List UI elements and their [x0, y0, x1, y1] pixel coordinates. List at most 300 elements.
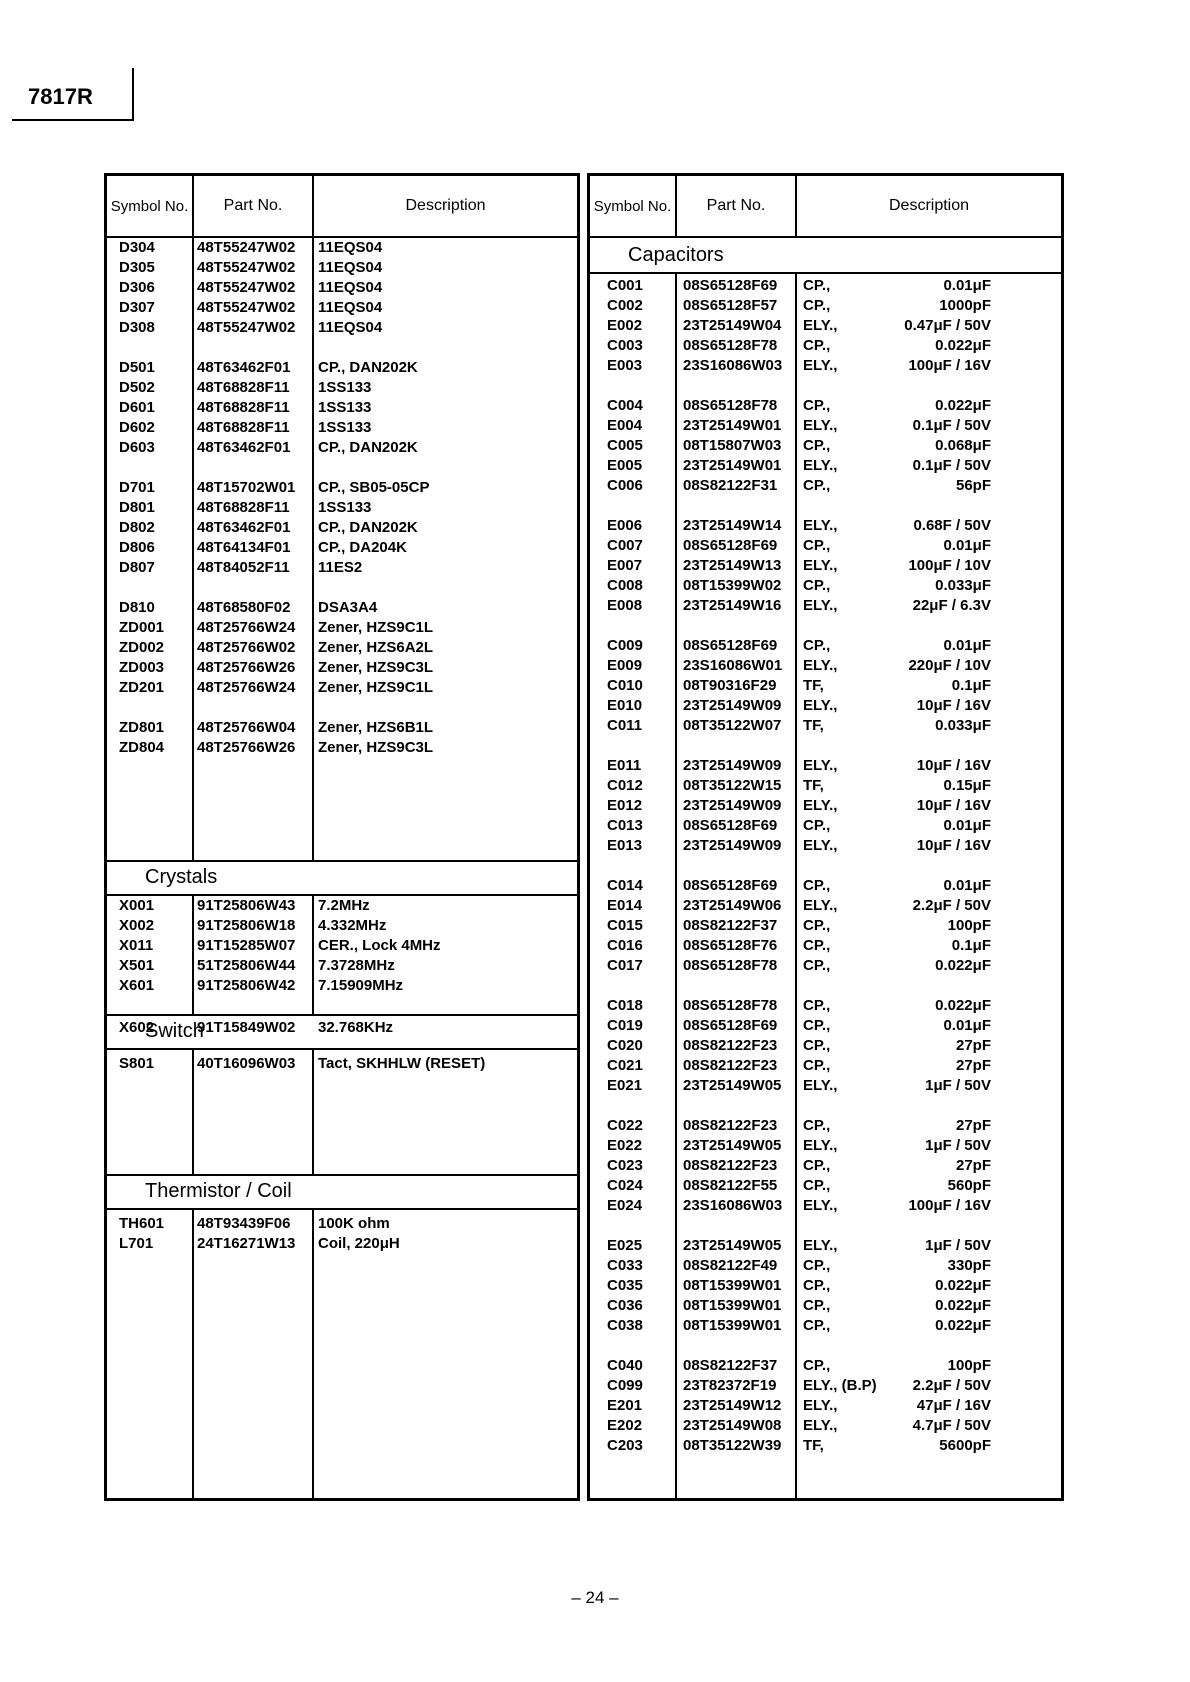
section-title-switch: Switch — [145, 1020, 204, 1042]
symbol-no: X001 — [119, 897, 155, 914]
part-no: 08S82122F31 — [683, 477, 778, 494]
symbol-no: D602 — [119, 419, 155, 436]
table-row — [107, 1234, 577, 1254]
part-no: 23T25149W09 — [683, 837, 782, 854]
capacitor-value: 22μF / 6.3V — [912, 597, 991, 614]
part-no: 08T15399W02 — [683, 577, 782, 594]
capacitor-type: TF, — [803, 677, 824, 694]
table-row — [590, 996, 1061, 1016]
table-row — [107, 896, 577, 916]
table-row — [107, 238, 577, 258]
part-no: 48T84052F11 — [197, 559, 290, 576]
symbol-no: X601 — [119, 977, 155, 994]
model-number: 7817R — [28, 84, 93, 109]
part-no: 48T68828F11 — [197, 379, 290, 396]
symbol-no: C018 — [607, 997, 643, 1014]
capacitor-type: CP., — [803, 997, 831, 1014]
symbol-no: C021 — [607, 1057, 643, 1074]
table-row — [107, 658, 577, 678]
symbol-no: C008 — [607, 577, 643, 594]
symbol-no: D701 — [119, 479, 155, 496]
table-row — [107, 378, 577, 398]
table-row — [590, 696, 1061, 716]
table-row — [590, 536, 1061, 556]
capacitor-type: CP., — [803, 957, 831, 974]
part-no: 48T55247W02 — [197, 259, 296, 276]
section-rule — [107, 1208, 577, 1210]
section-title-thermistor-coil: Thermistor / Coil — [145, 1180, 292, 1202]
table-row — [107, 258, 577, 278]
capacitor-type: ELY., — [803, 557, 838, 574]
capacitor-value: 56pF — [955, 477, 991, 494]
symbol-no: C002 — [607, 297, 643, 314]
symbol-no: C005 — [607, 437, 643, 454]
capacitor-value: 100μF / 16V — [908, 1197, 991, 1214]
table-row — [590, 576, 1061, 596]
capacitor-type: CP., — [803, 1117, 831, 1134]
table-row — [107, 498, 577, 518]
symbol-no: S801 — [119, 1055, 155, 1072]
table-row — [107, 278, 577, 298]
capacitor-type: ELY., (B.P) — [803, 1377, 877, 1394]
table-row — [107, 1018, 577, 1038]
symbol-no: E012 — [607, 797, 643, 814]
table-row — [107, 618, 577, 638]
table-row — [590, 316, 1061, 336]
symbol-no: C007 — [607, 537, 643, 554]
part-no: 23T25149W05 — [683, 1237, 782, 1254]
part-no: 48T63462F01 — [197, 519, 291, 536]
part-no: 48T25766W26 — [197, 659, 296, 676]
symbol-no: E025 — [607, 1237, 643, 1254]
capacitor-type: ELY., — [803, 317, 838, 334]
table-row — [107, 976, 577, 996]
part-no: 48T63462F01 — [197, 439, 291, 456]
part-no: 23T25149W09 — [683, 757, 782, 774]
capacitor-value: 0.47μF / 50V — [904, 317, 991, 334]
symbol-no: C023 — [607, 1157, 643, 1174]
capacitor-value: 330pF — [947, 1257, 991, 1274]
capacitor-value: 0.022μF — [935, 1317, 991, 1334]
capacitor-value: 0.022μF — [935, 1297, 991, 1314]
capacitor-value: 2.2μF / 50V — [912, 1377, 991, 1394]
symbol-no: L701 — [119, 1235, 154, 1252]
capacitor-value: 0.01μF — [943, 277, 991, 294]
part-no: 48T93439F06 — [197, 1215, 291, 1232]
table-row — [590, 836, 1061, 856]
table-row — [590, 556, 1061, 576]
part-no: 24T16271W13 — [197, 1235, 296, 1252]
symbol-no: C011 — [607, 717, 643, 734]
description: 32.768KHz — [318, 1019, 394, 1036]
capacitor-value: 4.7μF / 50V — [912, 1417, 991, 1434]
description: Zener, HZS9C1L — [318, 619, 434, 636]
capacitor-type: CP., — [803, 817, 831, 834]
table-row — [107, 318, 577, 338]
capacitor-value: 5600pF — [939, 1437, 991, 1454]
capacitor-value: 0.033μF — [935, 717, 991, 734]
table-row — [590, 956, 1061, 976]
capacitor-type: CP., — [803, 637, 831, 654]
capacitor-value: 0.033μF — [935, 577, 991, 594]
symbol-no: C203 — [607, 1437, 643, 1454]
section-rule — [590, 272, 1061, 274]
table-row — [590, 776, 1061, 796]
symbol-no: C020 — [607, 1037, 643, 1054]
symbol-no: D501 — [119, 359, 155, 376]
symbol-no: E014 — [607, 897, 643, 914]
table-row — [107, 298, 577, 318]
part-no: 08S82122F37 — [683, 1357, 778, 1374]
part-no: 91T25806W43 — [197, 897, 296, 914]
table-row — [590, 1136, 1061, 1156]
description: 11EQS04 — [318, 299, 383, 316]
table-row — [590, 416, 1061, 436]
capacitor-type: CP., — [803, 1177, 831, 1194]
part-no: 08S65128F76 — [683, 937, 778, 954]
symbol-no: D801 — [119, 499, 155, 516]
symbol-no: X501 — [119, 957, 155, 974]
capacitor-value: 0.01μF — [943, 1017, 991, 1034]
header-part-no: Part No. — [706, 197, 766, 214]
table-row — [107, 398, 577, 418]
table-row — [107, 916, 577, 936]
part-no: 08T35122W39 — [683, 1437, 782, 1454]
capacitor-value: 0.01μF — [943, 537, 991, 554]
symbol-no: D810 — [119, 599, 155, 616]
part-no: 08S65128F69 — [683, 1017, 778, 1034]
description: 7.15909MHz — [318, 977, 404, 994]
model-underline — [12, 119, 134, 121]
symbol-no: D308 — [119, 319, 155, 336]
part-no: 08S65128F69 — [683, 877, 778, 894]
table-row — [590, 596, 1061, 616]
symbol-no: E022 — [607, 1137, 643, 1154]
capacitor-type: CP., — [803, 277, 831, 294]
part-no: 48T68828F11 — [197, 419, 290, 436]
symbol-no: C016 — [607, 937, 643, 954]
capacitor-value: 27pF — [955, 1157, 991, 1174]
capacitor-value: 0.68F / 50V — [913, 517, 991, 534]
capacitor-value: 220μF / 10V — [908, 657, 991, 674]
table-row — [590, 876, 1061, 896]
part-no: 23S16086W03 — [683, 1197, 783, 1214]
part-no: 23T25149W05 — [683, 1137, 782, 1154]
capacitor-type: CP., — [803, 1297, 831, 1314]
symbol-no: E013 — [607, 837, 643, 854]
description: CP., DAN202K — [318, 439, 418, 456]
capacitor-type: TF, — [803, 717, 824, 734]
capacitor-value: 10μF / 16V — [916, 837, 991, 854]
symbol-no: C003 — [607, 337, 643, 354]
symbol-no: D306 — [119, 279, 155, 296]
capacitor-value: 0.1μF / 50V — [912, 457, 991, 474]
table-row — [590, 716, 1061, 736]
part-no: 23T25149W01 — [683, 417, 782, 434]
capacitor-type: CP., — [803, 1157, 831, 1174]
table-row — [590, 816, 1061, 836]
table-row — [107, 558, 577, 578]
capacitor-type: TF, — [803, 1437, 824, 1454]
capacitor-value: 0.1μF / 50V — [912, 417, 991, 434]
table-row — [590, 436, 1061, 456]
capacitor-value: 10μF / 16V — [916, 797, 991, 814]
table-row — [107, 358, 577, 378]
symbol-no: D603 — [119, 439, 155, 456]
part-no: 51T25806W44 — [197, 957, 296, 974]
capacitor-value: 560pF — [947, 1177, 991, 1194]
header-symbol: Symbol No. — [593, 197, 672, 215]
symbol-no: D807 — [119, 559, 155, 576]
symbol-no: ZD001 — [119, 619, 165, 636]
capacitor-type: CP., — [803, 477, 831, 494]
table-row — [107, 478, 577, 498]
capacitor-value: 1000pF — [939, 297, 991, 314]
left-parts-table — [104, 173, 580, 1501]
capacitor-value: 100pF — [947, 917, 991, 934]
symbol-no: E008 — [607, 597, 643, 614]
right-parts-table — [587, 173, 1064, 1501]
description: 11EQS04 — [318, 259, 383, 276]
symbol-no: E007 — [607, 557, 643, 574]
description: 11ES2 — [318, 559, 363, 576]
capacitor-type: ELY., — [803, 1417, 838, 1434]
symbol-no: E201 — [607, 1397, 643, 1414]
description: Zener, HZS9C1L — [318, 679, 434, 696]
table-row — [590, 676, 1061, 696]
capacitor-type: ELY., — [803, 1397, 838, 1414]
capacitor-type: ELY., — [803, 1237, 838, 1254]
capacitor-type: TF, — [803, 777, 824, 794]
description: 7.3728MHz — [318, 957, 395, 974]
symbol-no: D307 — [119, 299, 155, 316]
part-no: 08S82122F55 — [683, 1177, 778, 1194]
part-no: 23T25149W08 — [683, 1417, 782, 1434]
part-no: 91T15849W02 — [197, 1019, 296, 1036]
symbol-no: X011 — [119, 937, 154, 954]
table-row — [590, 1056, 1061, 1076]
part-no: 48T15702W01 — [197, 479, 296, 496]
part-no: 08S65128F78 — [683, 957, 778, 974]
description: 11EQS04 — [318, 319, 383, 336]
part-no: 91T25806W42 — [197, 977, 296, 994]
table-row — [590, 276, 1061, 296]
capacitor-value: 0.01μF — [943, 877, 991, 894]
table-row — [590, 1376, 1061, 1396]
table-row — [107, 598, 577, 618]
table-row — [590, 896, 1061, 916]
symbol-no: E006 — [607, 517, 643, 534]
capacitor-value: 0.022μF — [935, 397, 991, 414]
part-no: 08S82122F49 — [683, 1257, 778, 1274]
part-no: 23T25149W16 — [683, 597, 782, 614]
capacitor-type: ELY., — [803, 797, 838, 814]
capacitor-value: 47μF / 16V — [916, 1397, 991, 1414]
table-row — [590, 796, 1061, 816]
table-row — [590, 1276, 1061, 1296]
part-no: 08S82122F23 — [683, 1117, 778, 1134]
model-divider — [132, 68, 134, 120]
capacitor-value: 100pF — [947, 1357, 991, 1374]
part-no: 08S65128F78 — [683, 397, 778, 414]
capacitor-type: CP., — [803, 537, 831, 554]
table-row — [590, 1196, 1061, 1216]
table-row — [107, 678, 577, 698]
symbol-no: C004 — [607, 397, 643, 414]
symbol-no: C019 — [607, 1017, 643, 1034]
symbol-no: X602 — [119, 1019, 155, 1036]
symbol-no: C015 — [607, 917, 643, 934]
part-no: 23S16086W03 — [683, 357, 783, 374]
capacitor-value: 100μF / 16V — [908, 357, 991, 374]
part-no: 08T15399W01 — [683, 1297, 782, 1314]
part-no: 08S65128F78 — [683, 997, 778, 1014]
capacitor-type: CP., — [803, 1357, 831, 1374]
symbol-no: ZD804 — [119, 739, 165, 756]
description: Zener, HZS6B1L — [318, 719, 434, 736]
part-no: 48T55247W02 — [197, 299, 296, 316]
section-title-crystals: Crystals — [145, 866, 218, 888]
capacitor-type: CP., — [803, 937, 831, 954]
table-row — [590, 336, 1061, 356]
part-no: 48T68828F11 — [197, 399, 290, 416]
capacitor-value: 0.022μF — [935, 1277, 991, 1294]
capacitor-type: CP., — [803, 577, 831, 594]
capacitor-value: 0.022μF — [935, 997, 991, 1014]
part-no: 48T63462F01 — [197, 359, 291, 376]
part-no: 08S82122F23 — [683, 1157, 778, 1174]
description: Tact, SKHHLW (RESET) — [318, 1055, 486, 1072]
table-row — [107, 418, 577, 438]
table-row — [590, 356, 1061, 376]
symbol-no: ZD003 — [119, 659, 165, 676]
symbol-no: C040 — [607, 1357, 643, 1374]
part-no: 23T25149W09 — [683, 797, 782, 814]
capacitor-type: CP., — [803, 1037, 831, 1054]
part-no: 48T68828F11 — [197, 499, 290, 516]
part-no: 08T15399W01 — [683, 1317, 782, 1334]
part-no: 08S65128F57 — [683, 297, 778, 314]
part-no: 08T15399W01 — [683, 1277, 782, 1294]
description: 11EQS04 — [318, 239, 383, 256]
part-no: 08S65128F69 — [683, 537, 778, 554]
part-no: 23T25149W04 — [683, 317, 782, 334]
symbol-no: C006 — [607, 477, 643, 494]
description: 7.2MHz — [318, 897, 370, 914]
description: 1SS133 — [318, 399, 372, 416]
part-no: 40T16096W03 — [197, 1055, 296, 1072]
table-row — [590, 916, 1061, 936]
symbol-no: C001 — [607, 277, 643, 294]
part-no: 08S65128F69 — [683, 817, 778, 834]
symbol-no: E003 — [607, 357, 643, 374]
symbol-no: X002 — [119, 917, 155, 934]
table-row — [590, 1116, 1061, 1136]
part-no: 23T25149W06 — [683, 897, 782, 914]
description: CP., DA204K — [318, 539, 407, 556]
capacitor-type: ELY., — [803, 357, 838, 374]
table-row — [590, 1396, 1061, 1416]
symbol-no: D601 — [119, 399, 155, 416]
capacitor-type: ELY., — [803, 1137, 838, 1154]
capacitor-value: 0.1μF — [951, 677, 991, 694]
table-row — [107, 1054, 577, 1074]
description: Zener, HZS6A2L — [318, 639, 434, 656]
symbol-no: D806 — [119, 539, 155, 556]
part-no: 23T25149W01 — [683, 457, 782, 474]
symbol-no: C035 — [607, 1277, 643, 1294]
part-no: 23T82372F19 — [683, 1377, 777, 1394]
symbol-no: C012 — [607, 777, 643, 794]
description: Zener, HZS9C3L — [318, 739, 434, 756]
description: DSA3A4 — [318, 599, 378, 616]
capacitor-type: CP., — [803, 1257, 831, 1274]
capacitor-value: 0.01μF — [943, 817, 991, 834]
table-row — [590, 1436, 1061, 1456]
table-row — [590, 936, 1061, 956]
part-no: 48T25766W26 — [197, 739, 296, 756]
symbol-no: C014 — [607, 877, 643, 894]
capacitor-value: 0.01μF — [943, 637, 991, 654]
part-no: 23T25149W13 — [683, 557, 782, 574]
table-row — [590, 656, 1061, 676]
symbol-no: E011 — [607, 757, 642, 774]
table-row — [107, 956, 577, 976]
header-symbol: Symbol No. — [110, 197, 189, 215]
part-no: 08S65128F78 — [683, 337, 778, 354]
capacitor-type: CP., — [803, 877, 831, 894]
table-row — [590, 1356, 1061, 1376]
part-no: 23T25149W12 — [683, 1397, 782, 1414]
symbol-no: D802 — [119, 519, 155, 536]
part-no: 23T25149W14 — [683, 517, 782, 534]
part-no: 08S82122F23 — [683, 1057, 778, 1074]
capacitor-value: 2.2μF / 50V — [912, 897, 991, 914]
capacitor-type: CP., — [803, 437, 831, 454]
capacitor-type: CP., — [803, 1057, 831, 1074]
header-description: Description — [405, 197, 486, 214]
part-no: 08S82122F37 — [683, 917, 778, 934]
symbol-no: C013 — [607, 817, 643, 834]
symbol-no: C009 — [607, 637, 643, 654]
part-no: 48T25766W04 — [197, 719, 296, 736]
part-no: 48T25766W02 — [197, 639, 296, 656]
capacitor-type: ELY., — [803, 897, 838, 914]
table-row — [590, 636, 1061, 656]
capacitor-type: ELY., — [803, 1197, 838, 1214]
symbol-no: ZD201 — [119, 679, 165, 696]
symbol-no: E202 — [607, 1417, 643, 1434]
symbol-no: ZD002 — [119, 639, 165, 656]
part-no: 23T25149W05 — [683, 1077, 782, 1094]
symbol-no: D502 — [119, 379, 155, 396]
capacitor-value: 10μF / 16V — [916, 757, 991, 774]
description: CP., SB05-05CP — [318, 479, 430, 496]
part-no: 08S82122F23 — [683, 1037, 778, 1054]
part-no: 08S65128F69 — [683, 637, 778, 654]
table-row — [590, 1236, 1061, 1256]
symbol-no: ZD801 — [119, 719, 165, 736]
part-no: 91T15285W07 — [197, 937, 296, 954]
description: 1SS133 — [318, 379, 372, 396]
part-no: 08T15807W03 — [683, 437, 782, 454]
table-row — [107, 936, 577, 956]
capacitor-value: 0.068μF — [935, 437, 991, 454]
description: 100K ohm — [318, 1215, 390, 1232]
symbol-no: E024 — [607, 1197, 643, 1214]
table-row — [590, 756, 1061, 776]
table-row — [590, 476, 1061, 496]
